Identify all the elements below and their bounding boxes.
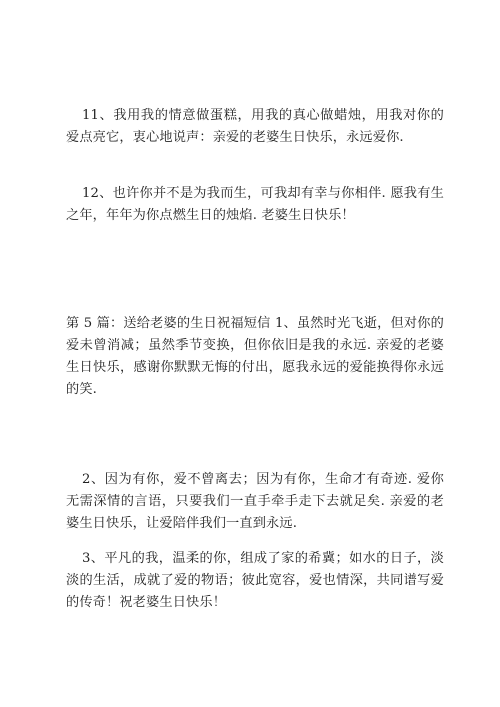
paragraph-2: 2、因为有你，爱不曾离去；因为有你，生命才有奇迹. 爱你无需深情的言语，只要我们一直手牵手走下去就足矣. 亲爱的老婆生日快乐，让爱陪伴我们一直到永远. — [66, 472, 444, 532]
paragraph-11: 11、我用我的情意做蛋糕，用我的真心做蜡烛，用我对你的爱点亮它，衷心地说声：亲爱的老婆生日快乐，永远爱你. — [66, 108, 444, 146]
paragraph-12: 12、也许你并不是为我而生，可我却有幸与你相伴. 愿我有生之年，年年为你点燃生日的烛焰. 老婆生日快乐！ — [66, 186, 444, 224]
section-5-paragraph: 第 5 篇：送给老婆的生日祝福短信 1、虽然时光飞逝，但对你的爱未曾消减；虽然季节变换，但你依旧是我的永远. 亲爱的老婆生日快乐，感谢你默默无悔的付出，愿我永远的爱能换得你永远的笑. — [66, 316, 444, 398]
paragraph-3: 3、平凡的我，温柔的你，组成了家的希冀；如水的日子，淡淡的生活，成就了爱的物语；彼此宽容，爱也情深，共同谱写爱的传奇！祝老婆生日快乐！ — [66, 551, 444, 611]
